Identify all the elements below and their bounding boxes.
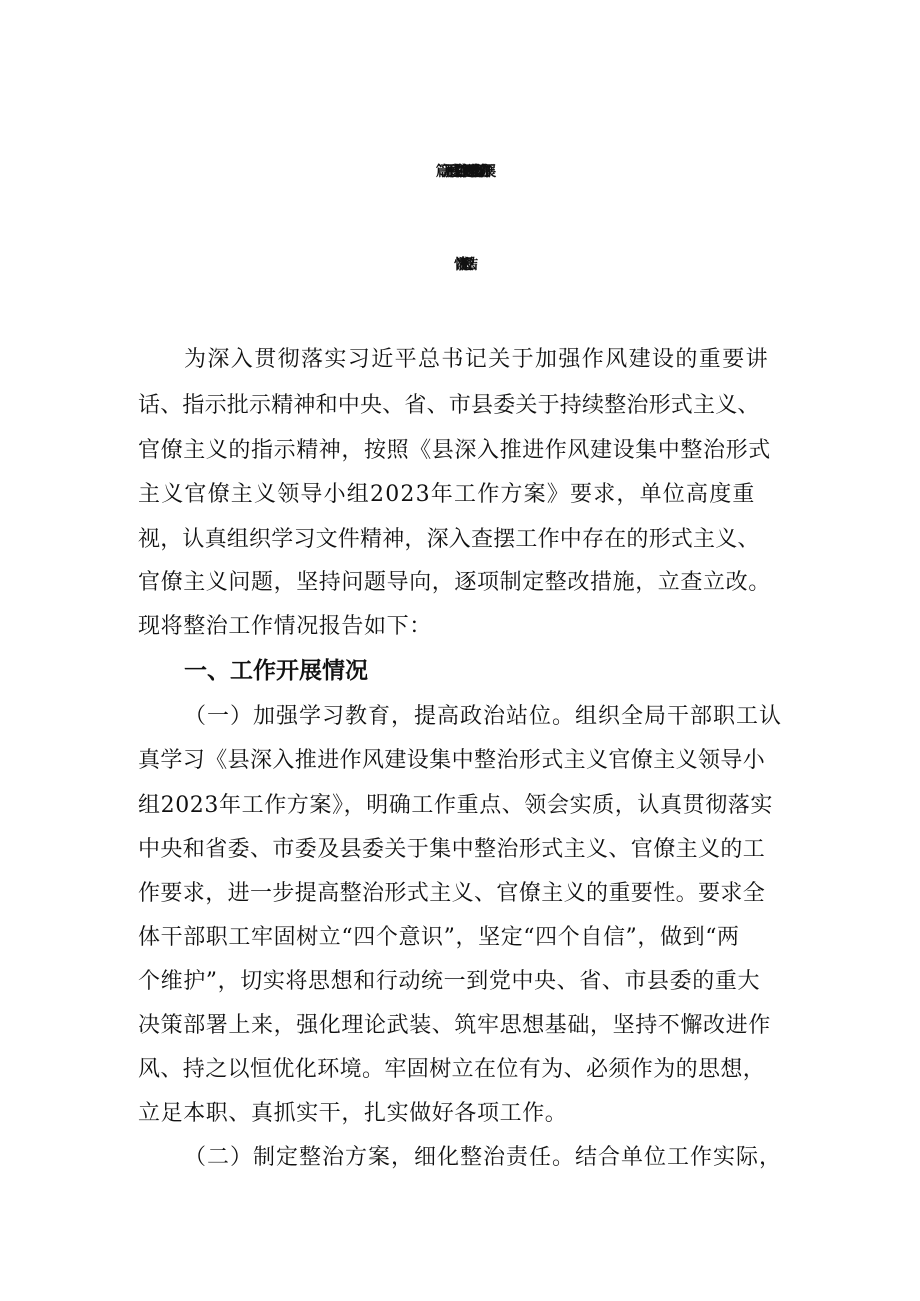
paragraph-line: 立足本职、真抓实干，扎实做好各项工作。	[138, 1101, 568, 1126]
intro-line: 话、指示批示精神和中央、省、市县委关于持续整治形式主义、	[138, 393, 760, 418]
paragraph-line: 真学习《县深入推进作风建设集中整治形式主义官僚主义领导小	[138, 748, 766, 773]
intro-line: 官僚主义问题，坚持问题导向，逐项制定整改措施，立查立改。	[138, 570, 771, 595]
intro-line: 为深入贯彻落实习近平总书记关于加强作风建设的重要讲	[184, 347, 770, 372]
paragraph-line: 体干部职工牢固树立“四个意识”，坚定“四个自信”，做到“两	[138, 925, 740, 950]
paragraph-line: 决策部署上来，强化理论武装、筑牢思想基础，坚持不懈改进作	[138, 1013, 771, 1038]
paragraph-line: （一）加强学习教育，提高政治站位。组织全局干部职工认	[184, 704, 783, 729]
paragraph-line: 作要求，进一步提高整治形式主义、官僚主义的重要性。要求全	[138, 881, 766, 906]
intro-line: 主义官僚主义领导小组2023年工作方案》要求，单位高度重	[138, 482, 756, 507]
document-title-line-2: 情况汇报总结	[454, 257, 466, 273]
section-heading: 一、工作开展情况	[184, 658, 368, 684]
paragraph-line: （二）制定整治方案，细化整治责任。结合单位工作实际，	[184, 1145, 783, 1170]
document-title-line-1: 篇一、开展形式主义官僚主义问题“三严五整”攻坚行动工作开展	[435, 164, 485, 180]
paragraph-line: 风、持之以恒优化环境。牢固树立在位有为、必须作为的思想，	[138, 1057, 766, 1082]
intro-line: 官僚主义的指示精神，按照《县深入推进作风建设集中整治形式	[138, 438, 771, 463]
paragraph-line: 个维护”，切实将思想和行动统一到党中央、省、市县委的重大	[138, 969, 761, 994]
paragraph-line: 中央和省委、市委及县委关于集中整治形式主义、官僚主义的工	[138, 837, 766, 862]
intro-line: 视，认真组织学习文件精神，深入查摆工作中存在的形式主义、	[138, 527, 760, 552]
intro-line: 现将整治工作情况报告如下：	[138, 614, 432, 639]
paragraph-line: 组2023年工作方案》，明确工作重点、领会实质，认真贯彻落实	[138, 793, 773, 818]
